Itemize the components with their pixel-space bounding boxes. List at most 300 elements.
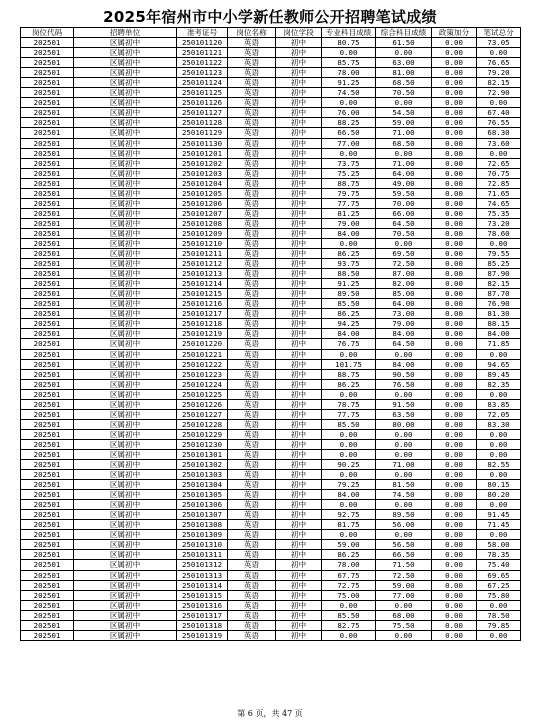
cell-policy-bonus: 0.00 [432, 228, 477, 238]
cell-position-code: 202501 [21, 299, 74, 309]
cell-position-stage: 初中 [276, 630, 322, 640]
cell-position-name: 英语 [228, 580, 276, 590]
cell-comprehensive-score: 70.00 [376, 198, 432, 208]
cell-admission-number: 250101222 [177, 359, 228, 369]
cell-comprehensive-score: 0.00 [376, 48, 432, 58]
cell-professional-score: 66.50 [322, 128, 376, 138]
cell-admission-number: 250101309 [177, 530, 228, 540]
cell-recruiting-unit: 区属初中 [74, 389, 177, 399]
cell-policy-bonus: 0.00 [432, 439, 477, 449]
cell-policy-bonus: 0.00 [432, 128, 477, 138]
cell-admission-number: 250101221 [177, 349, 228, 359]
cell-written-total: 76.65 [477, 58, 521, 68]
cell-written-total: 82.55 [477, 460, 521, 470]
cell-recruiting-unit: 区属初中 [74, 88, 177, 98]
cell-position-name: 英语 [228, 58, 276, 68]
cell-comprehensive-score: 0.00 [376, 238, 432, 248]
table-row [21, 500, 521, 510]
cell-position-stage: 初中 [276, 580, 322, 590]
cell-recruiting-unit: 区属初中 [74, 590, 177, 600]
cell-position-name: 英语 [228, 319, 276, 329]
cell-comprehensive-score: 91.50 [376, 399, 432, 409]
cell-position-name: 英语 [228, 379, 276, 389]
cell-policy-bonus: 0.00 [432, 269, 477, 279]
cell-policy-bonus: 0.00 [432, 389, 477, 399]
cell-recruiting-unit: 区属初中 [74, 630, 177, 640]
cell-position-code: 202501 [21, 198, 74, 208]
cell-position-stage: 初中 [276, 570, 322, 580]
cell-professional-score: 85.50 [322, 610, 376, 620]
cell-position-name: 英语 [228, 550, 276, 560]
column-header-comprehensive-score: 综合科目成绩 [376, 28, 432, 38]
cell-position-stage: 初中 [276, 38, 322, 48]
cell-policy-bonus: 0.00 [432, 88, 477, 98]
cell-position-stage: 初中 [276, 98, 322, 108]
cell-professional-score: 0.00 [322, 500, 376, 510]
cell-policy-bonus: 0.00 [432, 600, 477, 610]
cell-position-stage: 初中 [276, 520, 322, 530]
cell-recruiting-unit: 区属初中 [74, 228, 177, 238]
cell-professional-score: 85.50 [322, 299, 376, 309]
cell-written-total: 79.55 [477, 249, 521, 259]
cell-admission-number: 250101306 [177, 500, 228, 510]
cell-position-code: 202501 [21, 148, 74, 158]
cell-comprehensive-score: 71.00 [376, 460, 432, 470]
cell-comprehensive-score: 0.00 [376, 98, 432, 108]
cell-recruiting-unit: 区属初中 [74, 238, 177, 248]
cell-written-total: 67.40 [477, 108, 521, 118]
cell-professional-score: 0.00 [322, 238, 376, 248]
cell-comprehensive-score: 64.50 [376, 218, 432, 228]
cell-comprehensive-score: 90.50 [376, 369, 432, 379]
cell-position-code: 202501 [21, 580, 74, 590]
cell-comprehensive-score: 0.00 [376, 439, 432, 449]
cell-written-total: 78.35 [477, 550, 521, 560]
cell-position-name: 英语 [228, 610, 276, 620]
cell-position-code: 202501 [21, 58, 74, 68]
cell-admission-number: 250101318 [177, 620, 228, 630]
cell-recruiting-unit: 区属初中 [74, 399, 177, 409]
cell-policy-bonus: 0.00 [432, 630, 477, 640]
cell-professional-score: 86.25 [322, 309, 376, 319]
cell-position-name: 英语 [228, 329, 276, 339]
cell-policy-bonus: 0.00 [432, 510, 477, 520]
table-row [21, 359, 521, 369]
cell-recruiting-unit: 区属初中 [74, 188, 177, 198]
cell-position-stage: 初中 [276, 88, 322, 98]
table-row [21, 409, 521, 419]
cell-position-code: 202501 [21, 389, 74, 399]
cell-admission-number: 250101212 [177, 259, 228, 269]
cell-position-code: 202501 [21, 218, 74, 228]
cell-admission-number: 250101122 [177, 58, 228, 68]
cell-written-total: 89.45 [477, 369, 521, 379]
cell-professional-score: 78.75 [322, 399, 376, 409]
cell-recruiting-unit: 区属初中 [74, 540, 177, 550]
cell-professional-score: 0.00 [322, 470, 376, 480]
cell-written-total: 81.30 [477, 309, 521, 319]
cell-recruiting-unit: 区属初中 [74, 269, 177, 279]
cell-written-total: 71.65 [477, 188, 521, 198]
cell-position-name: 英语 [228, 228, 276, 238]
cell-professional-score: 67.75 [322, 570, 376, 580]
cell-professional-score: 91.25 [322, 78, 376, 88]
cell-recruiting-unit: 区属初中 [74, 560, 177, 570]
cell-policy-bonus: 0.00 [432, 238, 477, 248]
cell-admission-number: 250101302 [177, 460, 228, 470]
cell-position-code: 202501 [21, 460, 74, 470]
cell-position-name: 英语 [228, 470, 276, 480]
cell-position-name: 英语 [228, 138, 276, 148]
cell-position-code: 202501 [21, 490, 74, 500]
table-row [21, 118, 521, 128]
cell-position-name: 英语 [228, 630, 276, 640]
cell-position-name: 英语 [228, 309, 276, 319]
cell-professional-score: 79.75 [322, 188, 376, 198]
cell-position-name: 英语 [228, 249, 276, 259]
cell-position-code: 202501 [21, 500, 74, 510]
table-row [21, 299, 521, 309]
cell-policy-bonus: 0.00 [432, 429, 477, 439]
cell-position-name: 英语 [228, 449, 276, 459]
cell-professional-score: 0.00 [322, 98, 376, 108]
cell-written-total: 82.15 [477, 78, 521, 88]
cell-admission-number: 250101313 [177, 570, 228, 580]
cell-written-total: 72.65 [477, 158, 521, 168]
table-row [21, 550, 521, 560]
cell-position-code: 202501 [21, 238, 74, 248]
cell-position-code: 202501 [21, 138, 74, 148]
cell-admission-number: 250101311 [177, 550, 228, 560]
cell-recruiting-unit: 区属初中 [74, 319, 177, 329]
cell-admission-number: 250101216 [177, 299, 228, 309]
cell-policy-bonus: 0.00 [432, 540, 477, 550]
cell-position-stage: 初中 [276, 500, 322, 510]
cell-policy-bonus: 0.00 [432, 530, 477, 540]
cell-position-code: 202501 [21, 600, 74, 610]
cell-position-stage: 初中 [276, 279, 322, 289]
cell-comprehensive-score: 76.50 [376, 379, 432, 389]
cell-position-stage: 初中 [276, 319, 322, 329]
cell-professional-score: 0.00 [322, 389, 376, 399]
header-row [21, 28, 521, 38]
cell-position-stage: 初中 [276, 188, 322, 198]
cell-written-total: 94.65 [477, 359, 521, 369]
table-row [21, 339, 521, 349]
cell-written-total: 83.30 [477, 419, 521, 429]
cell-position-stage: 初中 [276, 339, 322, 349]
cell-recruiting-unit: 区属初中 [74, 138, 177, 148]
cell-position-name: 英语 [228, 269, 276, 279]
cell-position-code: 202501 [21, 470, 74, 480]
cell-recruiting-unit: 区属初中 [74, 550, 177, 560]
cell-professional-score: 0.00 [322, 630, 376, 640]
cell-admission-number: 250101130 [177, 138, 228, 148]
cell-position-name: 英语 [228, 510, 276, 520]
cell-admission-number: 250101210 [177, 238, 228, 248]
cell-position-code: 202501 [21, 540, 74, 550]
cell-position-code: 202501 [21, 128, 74, 138]
cell-position-name: 英语 [228, 480, 276, 490]
cell-position-name: 英语 [228, 369, 276, 379]
cell-position-stage: 初中 [276, 399, 322, 409]
cell-admission-number: 250101310 [177, 540, 228, 550]
cell-written-total: 58.00 [477, 540, 521, 550]
cell-admission-number: 250101230 [177, 439, 228, 449]
cell-policy-bonus: 0.00 [432, 58, 477, 68]
cell-recruiting-unit: 区属初中 [74, 429, 177, 439]
column-header-position-name: 岗位名称 [228, 28, 276, 38]
cell-position-name: 英语 [228, 148, 276, 158]
cell-recruiting-unit: 区属初中 [74, 620, 177, 630]
cell-comprehensive-score: 70.50 [376, 228, 432, 238]
table-row [21, 480, 521, 490]
cell-written-total: 80.15 [477, 480, 521, 490]
cell-professional-score: 79.25 [322, 480, 376, 490]
cell-policy-bonus: 0.00 [432, 279, 477, 289]
cell-position-stage: 初中 [276, 58, 322, 68]
cell-position-code: 202501 [21, 570, 74, 580]
table-row [21, 449, 521, 459]
cell-comprehensive-score: 89.50 [376, 510, 432, 520]
cell-admission-number: 250101307 [177, 510, 228, 520]
cell-professional-score: 86.25 [322, 379, 376, 389]
cell-comprehensive-score: 72.50 [376, 570, 432, 580]
cell-written-total: 79.20 [477, 68, 521, 78]
cell-position-name: 英语 [228, 429, 276, 439]
cell-admission-number: 250101126 [177, 98, 228, 108]
cell-written-total: 70.75 [477, 168, 521, 178]
table-row [21, 259, 521, 269]
cell-professional-score: 76.00 [322, 108, 376, 118]
table-row [21, 208, 521, 218]
cell-recruiting-unit: 区属初中 [74, 470, 177, 480]
cell-position-name: 英语 [228, 238, 276, 248]
cell-position-name: 英语 [228, 178, 276, 188]
cell-admission-number: 250101219 [177, 329, 228, 339]
cell-position-name: 英语 [228, 279, 276, 289]
cell-position-stage: 初中 [276, 68, 322, 78]
cell-recruiting-unit: 区属初中 [74, 58, 177, 68]
cell-position-stage: 初中 [276, 128, 322, 138]
cell-admission-number: 250101123 [177, 68, 228, 78]
table-row [21, 530, 521, 540]
cell-policy-bonus: 0.00 [432, 490, 477, 500]
cell-policy-bonus: 0.00 [432, 339, 477, 349]
cell-position-stage: 初中 [276, 238, 322, 248]
cell-comprehensive-score: 74.50 [376, 490, 432, 500]
cell-policy-bonus: 0.00 [432, 409, 477, 419]
cell-admission-number: 250101229 [177, 429, 228, 439]
cell-policy-bonus: 0.00 [432, 590, 477, 600]
cell-professional-score: 81.75 [322, 520, 376, 530]
cell-position-code: 202501 [21, 329, 74, 339]
cell-written-total: 76.90 [477, 299, 521, 309]
cell-admission-number: 250101202 [177, 158, 228, 168]
cell-position-name: 英语 [228, 359, 276, 369]
cell-written-total: 0.00 [477, 600, 521, 610]
cell-position-code: 202501 [21, 419, 74, 429]
cell-admission-number: 250101305 [177, 490, 228, 500]
table-row [21, 349, 521, 359]
cell-written-total: 0.00 [477, 148, 521, 158]
cell-admission-number: 250101128 [177, 118, 228, 128]
table-row [21, 168, 521, 178]
cell-professional-score: 93.75 [322, 259, 376, 269]
cell-position-name: 英语 [228, 590, 276, 600]
table-row [21, 319, 521, 329]
cell-position-stage: 初中 [276, 138, 322, 148]
cell-admission-number: 250101203 [177, 168, 228, 178]
cell-policy-bonus: 0.00 [432, 299, 477, 309]
cell-position-stage: 初中 [276, 439, 322, 449]
cell-position-name: 英语 [228, 620, 276, 630]
page-title: 2025年宿州市中小学新任教师公开招聘笔试成绩 [103, 8, 437, 26]
cell-written-total: 78.50 [477, 610, 521, 620]
cell-professional-score: 91.25 [322, 279, 376, 289]
table-row [21, 520, 521, 530]
cell-policy-bonus: 0.00 [432, 208, 477, 218]
cell-comprehensive-score: 82.00 [376, 279, 432, 289]
cell-written-total: 82.15 [477, 279, 521, 289]
page-footer: 第 6 页，共 47 页 [237, 709, 303, 718]
cell-policy-bonus: 0.00 [432, 399, 477, 409]
table-row [21, 128, 521, 138]
column-header-professional-score: 专业科目成绩 [322, 28, 376, 38]
cell-admission-number: 250101224 [177, 379, 228, 389]
cell-admission-number: 250101217 [177, 309, 228, 319]
cell-written-total: 0.00 [477, 349, 521, 359]
cell-position-stage: 初中 [276, 299, 322, 309]
cell-position-name: 英语 [228, 520, 276, 530]
cell-written-total: 91.45 [477, 510, 521, 520]
cell-admission-number: 250101317 [177, 610, 228, 620]
cell-professional-score: 94.25 [322, 319, 376, 329]
table-row [21, 419, 521, 429]
cell-position-code: 202501 [21, 48, 74, 58]
cell-recruiting-unit: 区属初中 [74, 379, 177, 389]
cell-recruiting-unit: 区属初中 [74, 510, 177, 520]
cell-written-total: 69.65 [477, 570, 521, 580]
cell-position-name: 英语 [228, 299, 276, 309]
cell-position-name: 英语 [228, 399, 276, 409]
cell-comprehensive-score: 84.00 [376, 359, 432, 369]
cell-comprehensive-score: 54.50 [376, 108, 432, 118]
cell-position-stage: 初中 [276, 359, 322, 369]
column-header-recruiting-unit: 招聘单位 [74, 28, 177, 38]
table-row [21, 148, 521, 158]
cell-professional-score: 77.00 [322, 138, 376, 148]
cell-comprehensive-score: 0.00 [376, 389, 432, 399]
cell-policy-bonus: 0.00 [432, 148, 477, 158]
table-row [21, 470, 521, 480]
cell-position-code: 202501 [21, 208, 74, 218]
cell-professional-score: 86.25 [322, 249, 376, 259]
cell-position-code: 202501 [21, 68, 74, 78]
cell-comprehensive-score: 66.50 [376, 550, 432, 560]
cell-comprehensive-score: 0.00 [376, 530, 432, 540]
cell-position-code: 202501 [21, 510, 74, 520]
cell-position-code: 202501 [21, 399, 74, 409]
cell-recruiting-unit: 区属初中 [74, 449, 177, 459]
cell-position-name: 英语 [228, 98, 276, 108]
table-row [21, 620, 521, 630]
cell-recruiting-unit: 区属初中 [74, 218, 177, 228]
cell-professional-score: 88.75 [322, 178, 376, 188]
cell-professional-score: 74.50 [322, 88, 376, 98]
table-row [21, 249, 521, 259]
cell-recruiting-unit: 区属初中 [74, 198, 177, 208]
cell-position-stage: 初中 [276, 228, 322, 238]
cell-position-stage: 初中 [276, 158, 322, 168]
cell-position-name: 英语 [228, 158, 276, 168]
cell-position-code: 202501 [21, 530, 74, 540]
cell-recruiting-unit: 区属初中 [74, 600, 177, 610]
cell-written-total: 87.70 [477, 289, 521, 299]
cell-admission-number: 250101127 [177, 108, 228, 118]
cell-written-total: 0.00 [477, 389, 521, 399]
cell-admission-number: 250101312 [177, 560, 228, 570]
cell-admission-number: 250101220 [177, 339, 228, 349]
cell-admission-number: 250101225 [177, 389, 228, 399]
cell-written-total: 83.85 [477, 399, 521, 409]
cell-position-stage: 初中 [276, 108, 322, 118]
cell-comprehensive-score: 68.50 [376, 78, 432, 88]
cell-comprehensive-score: 0.00 [376, 470, 432, 480]
cell-recruiting-unit: 区属初中 [74, 48, 177, 58]
score-table [20, 27, 521, 641]
cell-position-code: 202501 [21, 520, 74, 530]
cell-position-stage: 初中 [276, 429, 322, 439]
cell-professional-score: 92.75 [322, 510, 376, 520]
cell-admission-number: 250101218 [177, 319, 228, 329]
table-row [21, 429, 521, 439]
cell-admission-number: 250101223 [177, 369, 228, 379]
cell-comprehensive-score: 59.50 [376, 188, 432, 198]
cell-admission-number: 250101314 [177, 580, 228, 590]
cell-policy-bonus: 0.00 [432, 319, 477, 329]
cell-admission-number: 250101308 [177, 520, 228, 530]
cell-position-stage: 初中 [276, 590, 322, 600]
cell-admission-number: 250101213 [177, 269, 228, 279]
cell-recruiting-unit: 区属初中 [74, 98, 177, 108]
cell-written-total: 76.55 [477, 118, 521, 128]
cell-position-name: 英语 [228, 409, 276, 419]
table-row [21, 600, 521, 610]
cell-comprehensive-score: 87.00 [376, 269, 432, 279]
cell-recruiting-unit: 区属初中 [74, 208, 177, 218]
cell-admission-number: 250101316 [177, 600, 228, 610]
cell-comprehensive-score: 59.00 [376, 118, 432, 128]
cell-position-stage: 初中 [276, 389, 322, 399]
cell-recruiting-unit: 区属初中 [74, 108, 177, 118]
cell-position-stage: 初中 [276, 148, 322, 158]
cell-comprehensive-score: 68.00 [376, 610, 432, 620]
cell-written-total: 72.05 [477, 409, 521, 419]
cell-professional-score: 84.00 [322, 329, 376, 339]
cell-position-stage: 初中 [276, 490, 322, 500]
cell-position-stage: 初中 [276, 168, 322, 178]
table-row [21, 389, 521, 399]
cell-position-name: 英语 [228, 560, 276, 570]
cell-written-total: 73.05 [477, 38, 521, 48]
cell-position-code: 202501 [21, 269, 74, 279]
cell-position-stage: 初中 [276, 48, 322, 58]
cell-written-total: 73.60 [477, 138, 521, 148]
cell-professional-score: 88.75 [322, 369, 376, 379]
cell-position-code: 202501 [21, 158, 74, 168]
cell-policy-bonus: 0.00 [432, 470, 477, 480]
